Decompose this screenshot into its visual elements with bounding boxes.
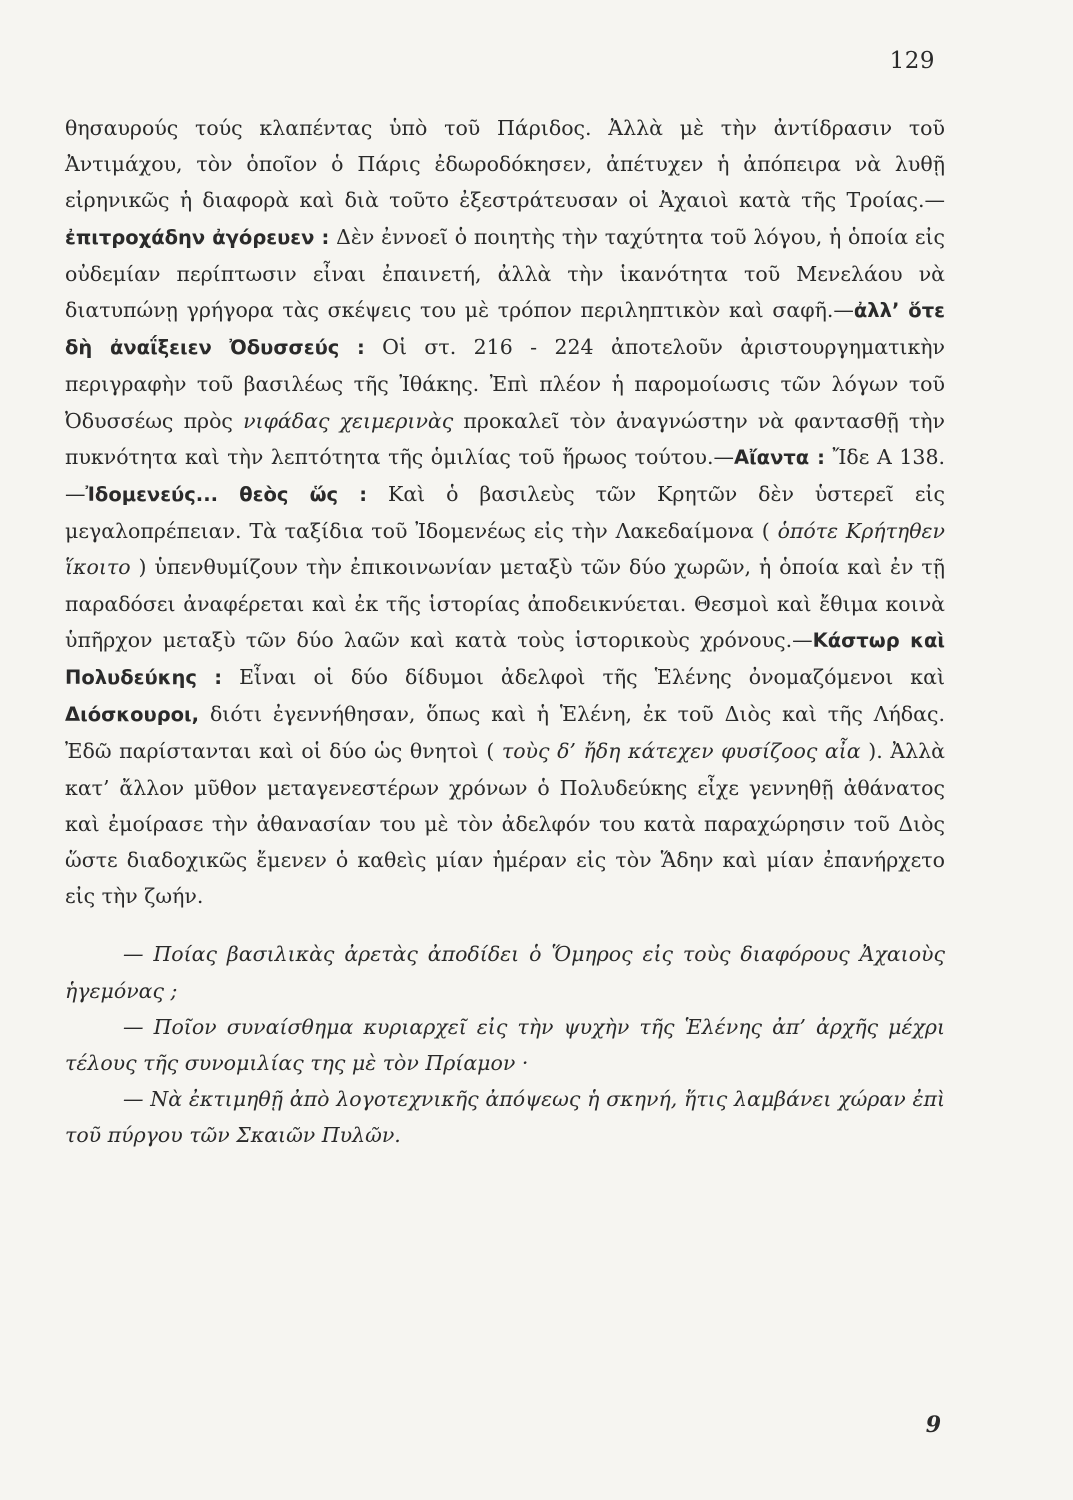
lemma-heading: ἐπιτροχάδην ἀγόρευεν :: [65, 225, 330, 249]
quoted-phrase: τοὺς δ’ ἤδη κάτεχεν φυσίζοος αἶα: [501, 739, 861, 764]
text-segment: Δὲν ἐννοεῖ ὁ ποιητὴς τὴν ταχύτητα τοῦ λόγου, ἡ ὁποία εἰς οὐδεμίαν περίπτωσιν εἶναι ἐπαινετή, ἀλλὰ τὴν ἱκανότητα τοῦ Μενελάου νὰ διατυπώνῃ γρήγορα τὰς σκέψεις του μὲ τρόπον περιληπτικὸν καὶ σαφῆ.—: [65, 224, 945, 323]
text-segment: ). Ἀλλὰ κατ’ ἄλλον μῦθον μεταγενεστέρων χρόνων ὁ Πολυδεύκης εἶχε γεννηθῇ ἀθάνατος καὶ ἐμοίρασε τὴν ἀθανασίαν του μὲ τὸν ἀδελφόν του κατὰ παραχώρησιν τοῦ Διὸς ὥστε διαδοχικῶς ἔμενεν ὁ καθεὶς μίαν ἡμέραν εἰς τὸν Ἅδην καὶ μίαν ἐπανήρχετο εἰς τὴν ζωήν.: [65, 739, 945, 909]
printer-signature-mark: 9: [925, 1412, 941, 1438]
study-questions: [65, 936, 945, 1153]
page-body: [65, 110, 945, 1154]
page-number: 129: [889, 48, 935, 74]
commentary-paragraph: [65, 110, 945, 914]
text-segment: Οἱ στ. 216 - 224 ἀποτελοῦν ἀριστουργηματικὴν περιγραφὴν τοῦ βασιλέως τῆς Ἰθάκης. Ἐπὶ πλέον ἡ παρομοίωσις τῶν λόγων τοῦ Ὀδυσσέως πρὸς: [65, 335, 946, 433]
quoted-phrase: νιφάδας χειμερινὰς: [243, 408, 454, 433]
text-segment: ) ὑπενθυμίζουν τὴν ἐπικοινωνίαν μεταξὺ τῶν δύο χωρῶν, ἡ ὁποία καὶ ἐν τῇ παραδόσει ἀναφέρεται καὶ ἐκ τῆς ἱστορίας ἀποδεικνύεται. Θεσμοὶ καὶ ἔθιμα κοινὰ ὑπῆρχον μεταξὺ τῶν δύο λαῶν καὶ κατὰ τοὺς ἱστορικοὺς χρόνους.—: [65, 555, 945, 652]
text-segment: θησαυρούς τούς κλαπέντας ὑπὸ τοῦ Πάριδος. Ἀλλὰ μὲ τὴν ἀντίδρασιν τοῦ Ἀντιμάχου, τὸν ὁποῖον ὁ Πάρις ἐδωροδόκησεν, ἀπέτυχεν ἡ ἀπόπειρα νὰ λυθῇ εἰρηνικῶς ἡ διαφορὰ καὶ διὰ τοῦτο ἐξεστράτευσαν οἱ Ἀχαιοὶ κατὰ τῆς Τροίας.—: [65, 116, 945, 213]
study-question: — Ποίας βασιλικὰς ἀρετὰς ἀποδίδει ὁ Ὅμηρος εἰς τοὺς διαφόρους Ἀχαιοὺς ἡγεμόνας ;: [65, 942, 945, 1003]
lemma-heading: Αἴαντα :: [733, 445, 825, 469]
text-segment: Καὶ ὁ βασιλεὺς τῶν Κρητῶν δὲν ὑστερεῖ εἰς μεγαλοπρέπειαν. Τὰ ταξίδια τοῦ Ἰδομενέως εἰς τὴν Λακεδαίμονα (: [65, 482, 945, 544]
text-segment: Ἴδε Α 138.—: [65, 444, 945, 507]
lemma-heading: Ἰδομενεύς... θεὸς ὥς :: [85, 483, 368, 507]
text-segment: διότι ἐγεννήθησαν, ὅπως καὶ ἡ Ἑλένη, ἐκ τοῦ Διὸς καὶ τῆς Λήδας. Ἐδῶ παρίστανται καὶ οἱ δύο ὡς θνητοὶ (: [65, 702, 945, 764]
emphasized-term: Διόσκουροι,: [65, 703, 200, 727]
text-segment: Εἶναι οἱ δύο δίδυμοι ἀδελφοὶ τῆς Ἑλένης ὀνομαζόμενοι καὶ: [222, 665, 946, 690]
quoted-phrase: ὁπότε Κρήτηθεν ἵκοιτο: [65, 519, 945, 580]
study-question: — Νὰ ἐκτιμηθῇ ἀπὸ λογοτεχνικῆς ἀπόψεως ἡ σκηνή, ἥτις λαμβάνει χώραν ἐπὶ τοῦ πύργου τῶν Σκαιῶν Πυλῶν.: [65, 1087, 945, 1148]
study-question: — Ποῖον συναίσθημα κυριαρχεῖ εἰς τὴν ψυχὴν τῆς Ἑλένης ἀπ’ ἀρχῆς μέχρι τέλους τῆς συνομιλίας της μὲ τὸν Πρίαμον ·: [65, 1014, 945, 1076]
text-segment: προκαλεῖ τὸν ἀναγνώστην νὰ φαντασθῇ τὴν πυκνότητα καὶ τὴν λεπτότητα τῆς ὁμιλίας τοῦ ἥρωος τούτου.—: [65, 408, 946, 469]
lemma-heading: Κάστωρ καὶ Πολυδεύκης :: [65, 628, 945, 690]
lemma-heading: ἀλλ’ ὅτε δὴ ἀναΐξειεν Ὀδυσσεύς :: [65, 299, 945, 360]
